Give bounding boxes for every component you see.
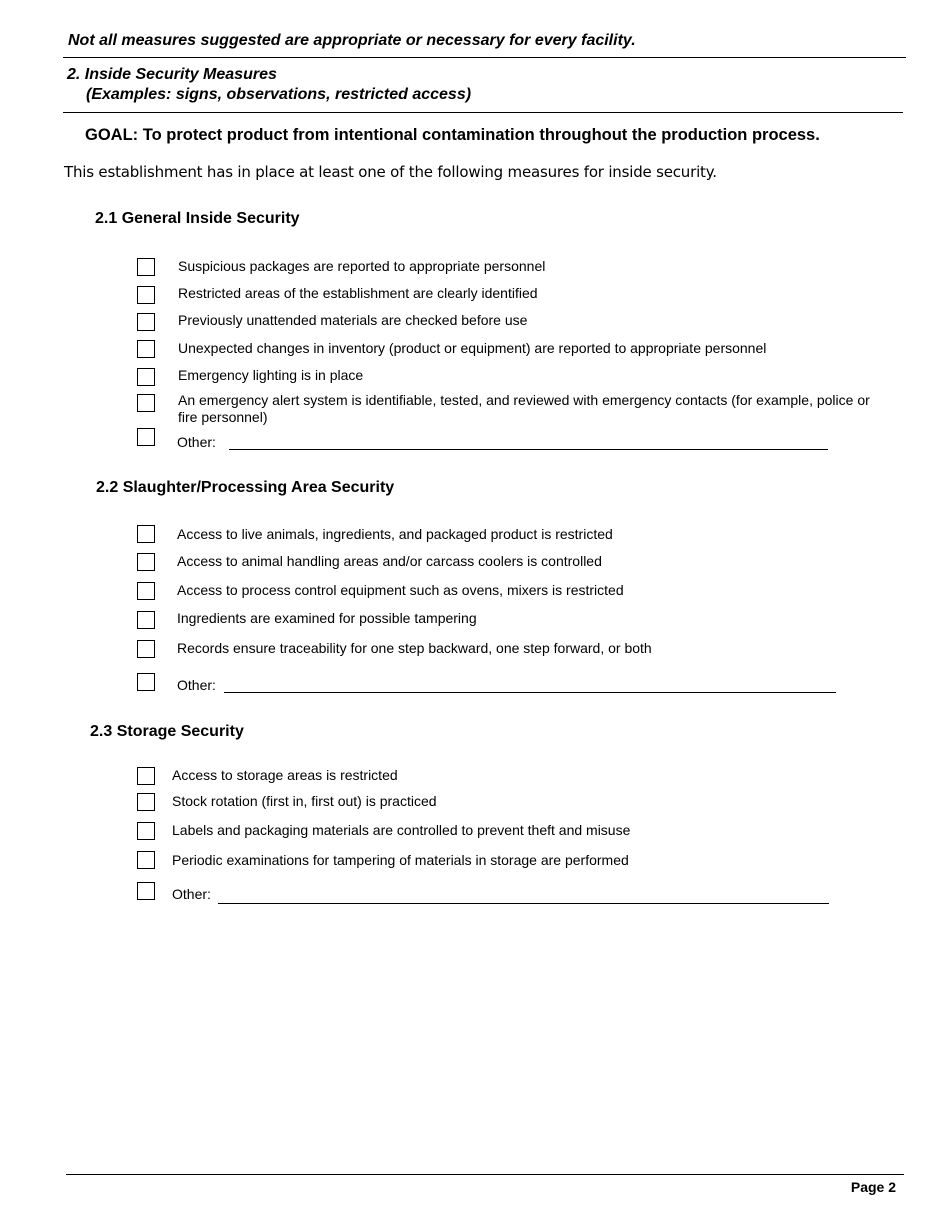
checkbox-records-traceability[interactable] [137, 640, 155, 658]
section-examples: (Examples: signs, observations, restricted access) [86, 86, 472, 103]
checkbox-stock-rotation[interactable] [137, 793, 155, 811]
label-records-traceability: Records ensure traceability for one step backward, one step forward, or both [177, 640, 652, 656]
checkbox-animal-handling-access[interactable] [137, 553, 155, 571]
notice-text: Not all measures suggested are appropriate or necessary for every facility. [68, 32, 636, 49]
top-divider [63, 57, 906, 58]
storage-other-input-line[interactable] [218, 903, 829, 904]
label-emergency-alert: An emergency alert system is identifiable, tested, and reviewed with emergency contacts (for example, police or fire personnel) [178, 392, 870, 425]
checkbox-slaughter-other[interactable] [137, 673, 155, 691]
label-stock-rotation: Stock rotation (first in, first out) is practiced [172, 793, 437, 809]
checkbox-emergency-lighting[interactable] [137, 368, 155, 386]
heading-slaughter-processing-security: 2.2 Slaughter/Processing Area Security [96, 479, 395, 496]
label-labels-packaging: Labels and packaging materials are controlled to prevent theft and misuse [172, 822, 631, 838]
label-slaughter-other: Other: [177, 677, 216, 693]
slaughter-other-input-line[interactable] [224, 692, 836, 693]
label-suspicious-packages: Suspicious packages are reported to appropriate personnel [178, 258, 546, 274]
page-number: Page 2 [850, 1179, 896, 1195]
label-emergency-lighting: Emergency lighting is in place [178, 367, 364, 383]
label-periodic-examinations: Periodic examinations for tampering of materials in storage are performed [172, 852, 629, 868]
label-live-animals-access: Access to live animals, ingredients, and packaged product is restricted [177, 526, 613, 542]
label-inventory-changes: Unexpected changes in inventory (product or equipment) are reported to appropriate personnel [178, 340, 767, 356]
label-storage-access: Access to storage areas is restricted [172, 767, 398, 783]
general-other-input-line[interactable] [229, 449, 828, 450]
section-title-block [67, 65, 471, 105]
checkbox-unattended-materials[interactable] [137, 313, 155, 331]
checkbox-periodic-examinations[interactable] [137, 851, 155, 869]
checkbox-restricted-areas[interactable] [137, 286, 155, 304]
label-restricted-areas: Restricted areas of the establishment are clearly identified [178, 285, 538, 301]
label-animal-handling-access: Access to animal handling areas and/or carcass coolers is controlled [177, 553, 602, 569]
label-ingredients-examined: Ingredients are examined for possible tampering [177, 610, 477, 626]
section-title: 2. Inside Security Measures [67, 66, 277, 83]
intro-text: This establishment has in place at least one of the following measures for inside security. [64, 163, 717, 181]
checkbox-general-other[interactable] [137, 428, 155, 446]
checkbox-live-animals-access[interactable] [137, 525, 155, 543]
label-storage-other: Other: [172, 886, 211, 902]
checkbox-emergency-alert[interactable] [137, 394, 155, 412]
label-unattended-materials: Previously unattended materials are checked before use [178, 312, 528, 328]
checkbox-process-control-access[interactable] [137, 582, 155, 600]
heading-storage-security: 2.3 Storage Security [90, 723, 244, 740]
checkbox-ingredients-examined[interactable] [137, 611, 155, 629]
checkbox-storage-access[interactable] [137, 767, 155, 785]
checkbox-suspicious-packages[interactable] [137, 258, 155, 276]
footer-divider [66, 1174, 904, 1175]
heading-general-inside-security: 2.1 General Inside Security [95, 210, 300, 227]
label-process-control-access: Access to process control equipment such as ovens, mixers is restricted [177, 582, 624, 598]
label-general-other: Other: [177, 434, 216, 450]
checkbox-labels-packaging[interactable] [137, 822, 155, 840]
goal-statement: GOAL: To protect product from intentional contamination throughout the production process. [85, 126, 820, 144]
checkbox-storage-other[interactable] [137, 882, 155, 900]
section-divider [63, 112, 903, 113]
checkbox-inventory-changes[interactable] [137, 340, 155, 358]
